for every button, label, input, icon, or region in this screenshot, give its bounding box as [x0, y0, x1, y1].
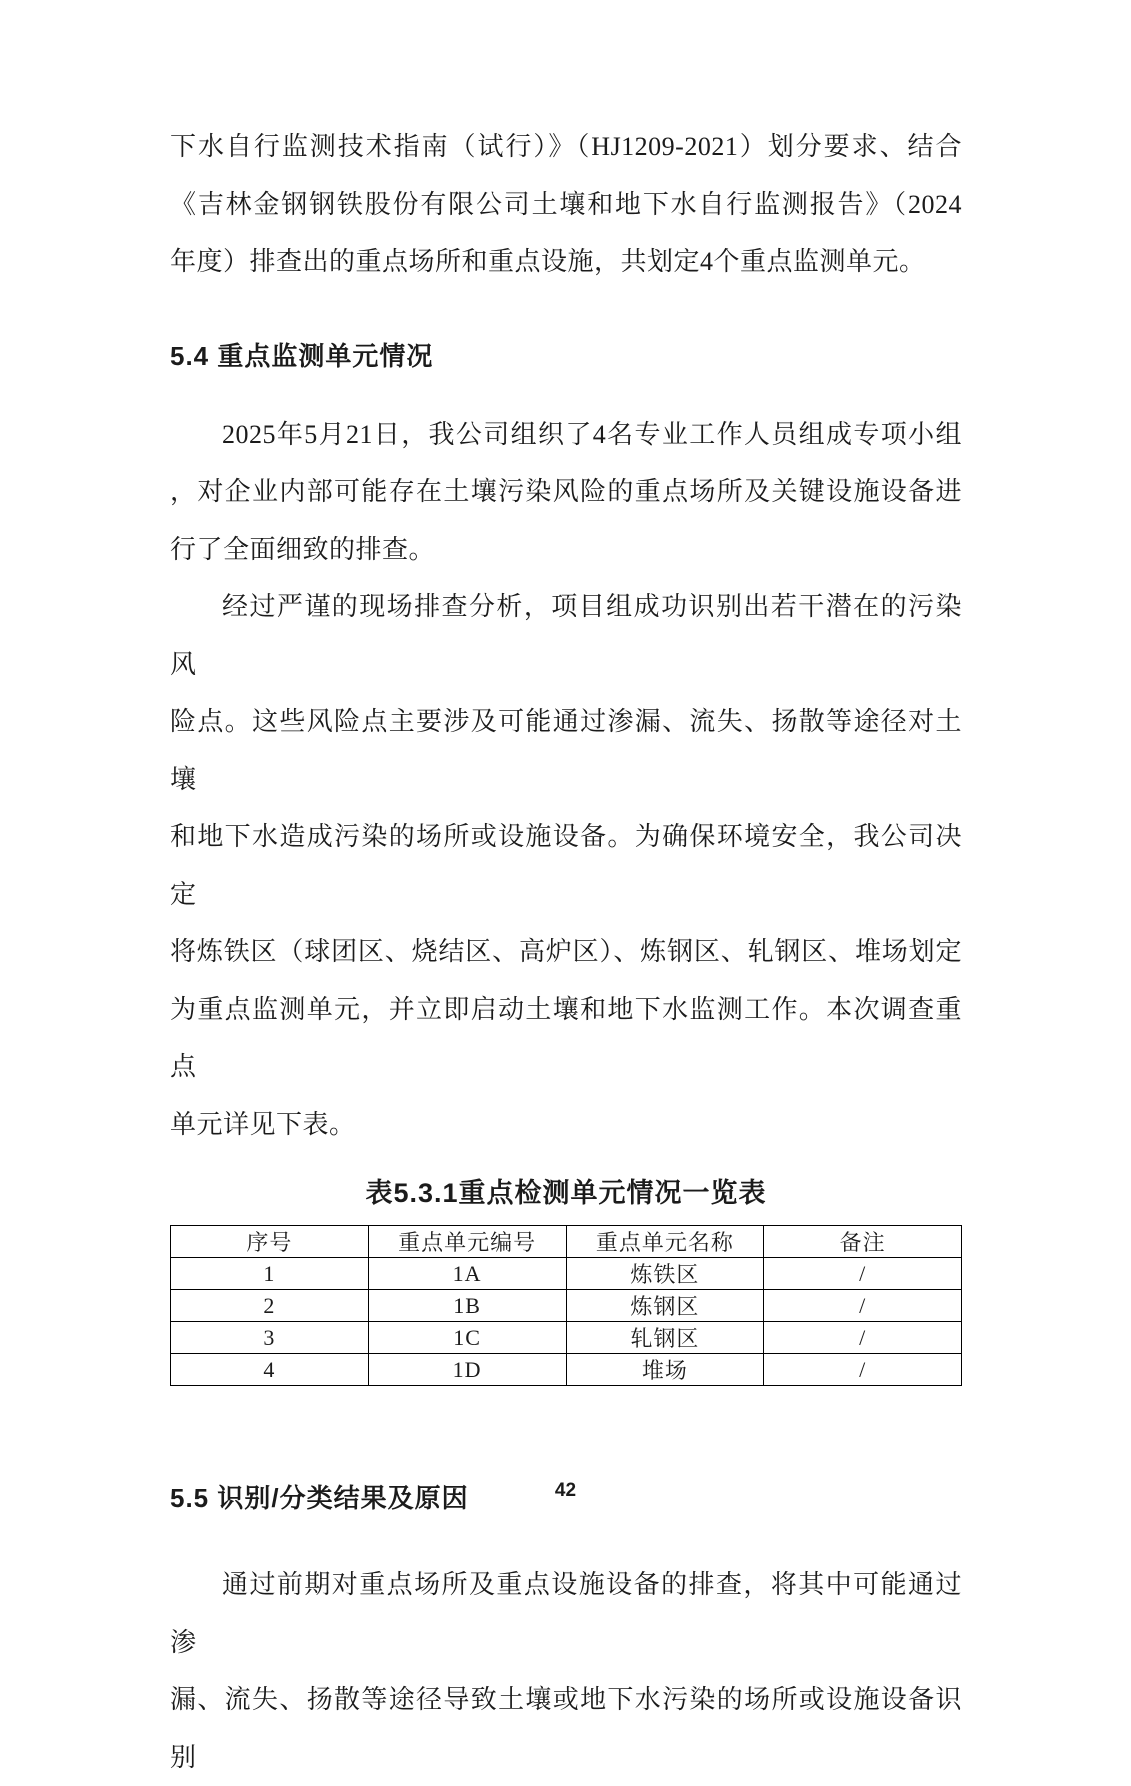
- cell-unit-name: 炼铁区: [566, 1258, 764, 1290]
- paragraph-line: 通过前期对重点场所及重点设施设备的排查，将其中可能通过渗: [170, 1570, 962, 1657]
- paragraph-line: 单元详见下表。: [170, 1109, 356, 1139]
- column-header-unit-code: 重点单元编号: [368, 1226, 566, 1258]
- cell-unit-name: 炼钢区: [566, 1290, 764, 1322]
- paragraph-line: 经过严谨的现场排查分析，项目组成功识别出若干潜在的污染风: [170, 592, 962, 679]
- table-title: 表5.3.1重点检测单元情况一览表: [365, 1178, 767, 1208]
- cell-unit-name: 堆场: [566, 1354, 764, 1386]
- section-5-4-paragraph-2: [170, 578, 962, 1153]
- monitoring-units-table: [170, 1225, 962, 1386]
- table-row: [171, 1354, 962, 1386]
- table-body: [171, 1258, 962, 1386]
- cell-remark: /: [764, 1322, 962, 1354]
- column-header-unit-name: 重点单元名称: [566, 1226, 764, 1258]
- cell-unit-code: 1C: [368, 1322, 566, 1354]
- paragraph-line: 将炼铁区（球团区、烧结区、高炉区）、炼钢区、轧钢区、堆场划定: [170, 937, 962, 966]
- table-row: [171, 1290, 962, 1322]
- cell-unit-code: 1B: [368, 1290, 566, 1322]
- paragraph-line: 行了全面细致的排查。: [170, 534, 436, 564]
- table-header-row: [171, 1226, 962, 1258]
- page-content: [170, 118, 962, 1786]
- page-number: 42: [554, 1480, 577, 1501]
- cell-index: 1: [171, 1258, 369, 1290]
- cell-index: 2: [171, 1290, 369, 1322]
- section-5-5-heading: 5.5 识别/分类结果及原因: [170, 1483, 469, 1513]
- cell-index: 4: [171, 1354, 369, 1386]
- cell-remark: /: [764, 1258, 962, 1290]
- section-5-4-heading: 5.4 重点监测单元情况: [170, 340, 434, 371]
- paragraph-line: 漏、流失、扬散等途径导致土壤或地下水污染的场所或设施设备识别: [170, 1685, 962, 1772]
- cell-remark: /: [764, 1354, 962, 1386]
- cell-unit-code: 1D: [368, 1354, 566, 1386]
- section-5-5-paragraph-1: [170, 1556, 962, 1786]
- cell-index: 3: [171, 1322, 369, 1354]
- paragraph-line: 2025年5月21日，我公司组织了4名专业工作人员组成专项小组: [222, 419, 962, 449]
- section-5-4-paragraph-1: [170, 406, 962, 579]
- paragraph-line: 险点。这些风险点主要涉及可能通过渗漏、流失、扬散等途径对土壤: [170, 707, 962, 794]
- cell-unit-name: 轧钢区: [566, 1322, 764, 1354]
- paragraph-line: 年度）排查出的重点场所和重点设施，共划定4个重点监测单元。: [170, 247, 926, 276]
- table-header: [171, 1226, 962, 1258]
- paragraph-line: 《吉林金钢钢铁股份有限公司土壤和地下水自行监测报告》（2024: [170, 189, 962, 219]
- table-row: [171, 1258, 962, 1290]
- paragraph-line: 下水自行监测技术指南（试行）》（HJ1209-2021）划分要求、结合: [170, 132, 962, 161]
- cell-remark: /: [764, 1290, 962, 1322]
- table-row: [171, 1322, 962, 1354]
- column-header-remark: 备注: [764, 1226, 962, 1258]
- paragraph-line: 为重点监测单元，并立即启动土壤和地下水监测工作。本次调查重点: [170, 994, 962, 1081]
- paragraph-line: 和地下水造成污染的场所或设施设备。为确保环境安全，我公司决定: [170, 822, 962, 909]
- intro-paragraph: [170, 118, 962, 291]
- cell-unit-code: 1A: [368, 1258, 566, 1290]
- paragraph-line: ，对企业内部可能存在土壤污染风险的重点场所及关键设施设备进: [170, 477, 962, 506]
- column-header-index: 序号: [171, 1226, 369, 1258]
